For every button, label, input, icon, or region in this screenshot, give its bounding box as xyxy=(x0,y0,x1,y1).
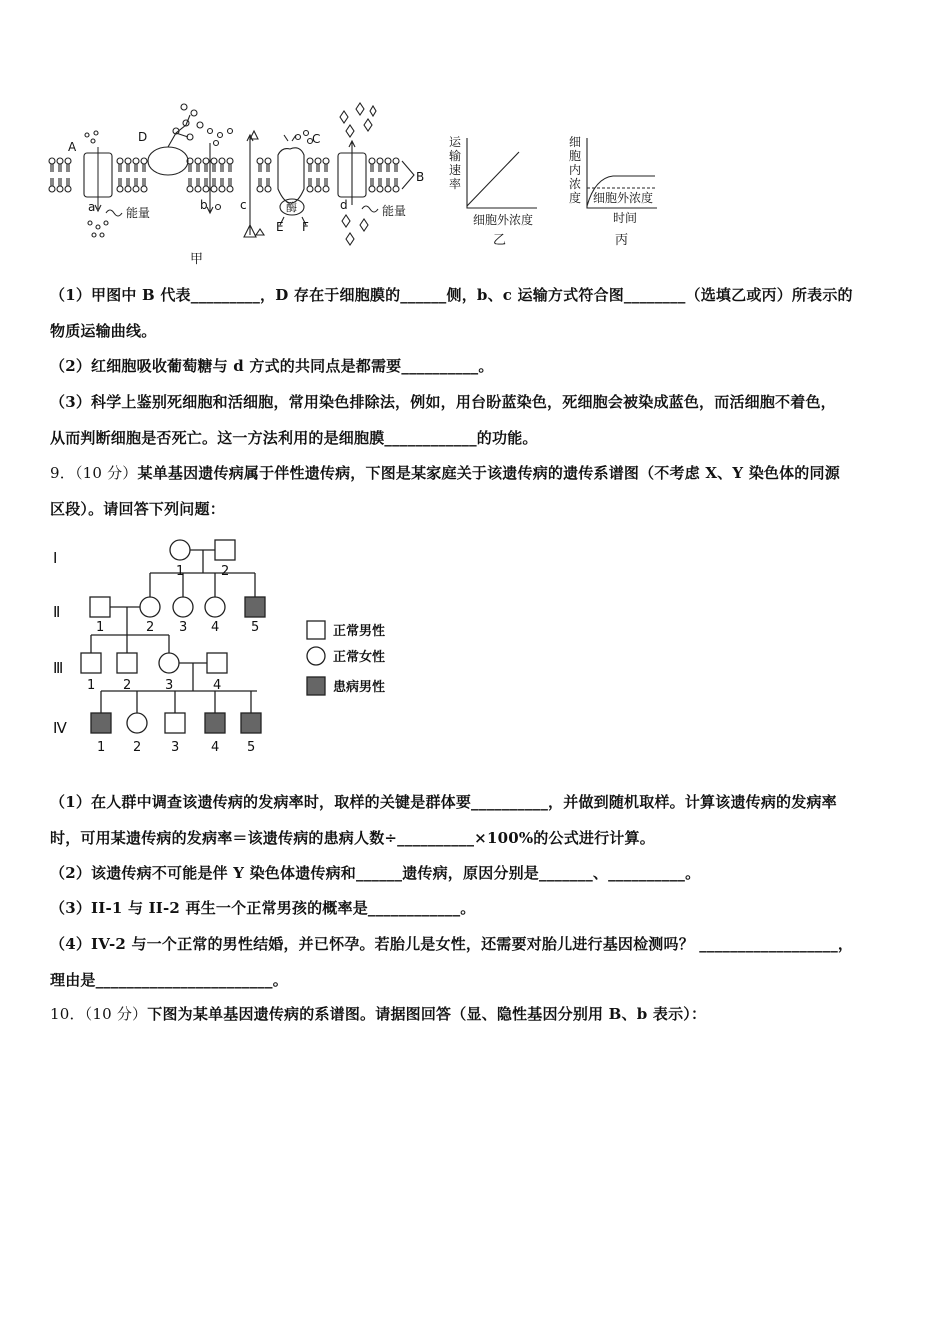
chart-yi-ylabel-char-4: 率 xyxy=(449,177,462,191)
q9-stem-text: 某单基因遗传病属于伴性遗传病，下图是某家庭关于该遗传病的遗传系谱图（不考虑 X、Y 染色体的同源 xyxy=(137,464,840,482)
chart-bing-ylabel xyxy=(569,135,585,205)
q9-part2: （2）该遗传病不可能是伴 Y 染色体遗传病和______遗传病，原因分别是_______、__________。 xyxy=(50,864,701,882)
q10-stem-text: 下图为某单基因遗传病的系谱图。请据图回答（显、隐性基因分别用 B、b 表示）： xyxy=(147,1005,707,1023)
IV-2-female xyxy=(127,713,147,733)
phospholipid-lower-row xyxy=(49,186,399,192)
I-2-male xyxy=(215,540,235,560)
label-b-lower: b xyxy=(200,198,208,212)
II-5-affected-male xyxy=(245,597,265,617)
I-2-number: 2 xyxy=(221,564,230,579)
phospholipid-upper-row xyxy=(49,158,399,164)
chart-bing-legend: 细胞外浓度 xyxy=(593,191,654,205)
III-4-male xyxy=(207,653,227,673)
chart-bing-xlabel: 时间 xyxy=(613,211,638,225)
q9-part4-line1: （4）IV-2 与一个正常的男性结婚，并已怀孕。若胎儿是女性，还需要对胎儿进行基因检测吗？ __________________， xyxy=(50,935,854,953)
q8-part1-line2: 物质运输曲线。 xyxy=(50,322,157,340)
glycoprotein-d xyxy=(148,147,188,175)
II-4-number: 4 xyxy=(211,620,220,635)
III-1-number: 1 xyxy=(87,678,96,693)
III-2-male xyxy=(117,653,137,673)
caption-jia: 甲 xyxy=(190,252,204,267)
chart-bing-ylabel-char-4: 浓 xyxy=(569,177,582,191)
q10-stem xyxy=(50,1004,908,1024)
I-1-female xyxy=(170,540,190,560)
label-d: D xyxy=(138,130,148,144)
q8-part3-line1: （3）科学上鉴别死细胞和活细胞，常用染色排除法，例如，用台盼蓝染色，死细胞会被染成蓝色，而活细胞不着色， xyxy=(50,393,836,411)
III-2-number: 2 xyxy=(123,678,132,693)
legend-normal-male: 正常男性 xyxy=(333,624,386,639)
chart-yi-ylabel-char-3: 速 xyxy=(449,163,462,177)
II-5-number: 5 xyxy=(251,620,260,635)
label-e: E xyxy=(276,220,284,234)
q9-stem-line2: 区段）。请回答下列问题： xyxy=(50,500,225,518)
III-3-number: 3 xyxy=(165,678,174,693)
pedigree-chart xyxy=(45,535,415,760)
enzyme-carrier xyxy=(278,148,304,203)
chart-bing-ylabel-char-2: 胞 xyxy=(569,149,582,163)
q8-part3-line2: 从而判断细胞是否死亡。这一方法利用的是细胞膜____________的功能。 xyxy=(50,429,538,447)
II-3-number: 3 xyxy=(179,620,188,635)
legend-normal-female-symbol xyxy=(307,647,325,665)
IV-3-number: 3 xyxy=(171,740,180,755)
gen-label-3: Ⅲ xyxy=(53,659,64,677)
legend-affected-male-symbol xyxy=(307,677,325,695)
IV-2-number: 2 xyxy=(133,740,142,755)
label-d-lower: d xyxy=(340,198,348,212)
I-1-number: 1 xyxy=(176,564,185,579)
III-1-male xyxy=(81,653,101,673)
chart-bing-ylabel-char-5: 度 xyxy=(569,191,582,205)
gen-label-2: Ⅱ xyxy=(53,603,61,621)
III-3-female xyxy=(159,653,179,673)
chart-bing-ylabel-char-3: 内 xyxy=(569,163,582,177)
q9-part3: （3）II-1 与 II-2 再生一个正常男孩的概率是____________。 xyxy=(50,899,476,917)
chart-yi-caption: 乙 xyxy=(493,233,507,248)
III-4-number: 4 xyxy=(213,678,222,693)
chart-yi xyxy=(445,130,555,250)
energy-label-right: 能量 xyxy=(382,204,407,218)
label-a-upper: A xyxy=(68,140,77,154)
gen-label-4: Ⅳ xyxy=(53,719,67,737)
IV-4-affected-male xyxy=(205,713,225,733)
IV-5-affected-male xyxy=(241,713,261,733)
II-3-female xyxy=(173,597,193,617)
chart-yi-ylabel-char-2: 输 xyxy=(449,149,462,163)
q8-part2: （2）红细胞吸收葡萄糖与 d 方式的共同点是都需要__________。 xyxy=(50,357,494,375)
IV-4-number: 4 xyxy=(211,740,220,755)
chart-yi-ylabel xyxy=(449,135,465,191)
IV-3-male xyxy=(165,713,185,733)
q9-part1-line1: （1）在人群中调查该遗传病的发病率时，取样的关键是群体要__________，并做到随机取样。计算该遗传病的发病率 xyxy=(50,793,837,811)
q9-part4-line2: 理由是_______________________。 xyxy=(50,971,288,989)
membrane-diagram xyxy=(40,95,430,270)
q9-part1-line2: 时，可用某遗传病的发病率＝该遗传病的患病人数÷__________×100%的公式进行计算。 xyxy=(50,829,655,847)
enzyme-label: 酶 xyxy=(286,201,297,214)
chart-bing-caption: 丙 xyxy=(615,233,629,248)
q10-number: 10．（10 分） xyxy=(50,1005,148,1023)
label-c-upper: C xyxy=(312,132,321,146)
label-a-lower: a xyxy=(88,200,96,214)
energy-label-left: 能量 xyxy=(126,206,151,220)
legend-normal-male-symbol xyxy=(307,621,325,639)
label-b-upper: B xyxy=(416,170,425,184)
II-1-male xyxy=(90,597,110,617)
chart-yi-xlabel: 细胞外浓度 xyxy=(473,213,534,227)
IV-1-number: 1 xyxy=(97,740,106,755)
II-1-number: 1 xyxy=(96,620,105,635)
gen-label-1: Ⅰ xyxy=(53,549,58,567)
IV-1-affected-male xyxy=(91,713,111,733)
chart-bing xyxy=(565,130,685,250)
q9-stem-line1 xyxy=(50,463,908,483)
q8-part1-line1: （1）甲图中 B 代表_________，D 存在于细胞膜的______侧，b、c 运输方式符合图________（选填乙或丙）所表示的 xyxy=(50,286,853,304)
II-2-number: 2 xyxy=(146,620,155,635)
IV-5-number: 5 xyxy=(247,740,256,755)
chart-bing-ylabel-char-1: 细 xyxy=(569,135,582,149)
label-c-lower: c xyxy=(240,198,247,212)
chart-yi-ylabel-char-1: 运 xyxy=(449,135,462,149)
II-2-female xyxy=(140,597,160,617)
II-4-female xyxy=(205,597,225,617)
label-f: F xyxy=(302,220,309,234)
q9-number: 9．（10 分） xyxy=(50,464,138,482)
legend-affected-male: 患病男性 xyxy=(333,680,386,695)
legend-normal-female: 正常女性 xyxy=(333,650,386,665)
